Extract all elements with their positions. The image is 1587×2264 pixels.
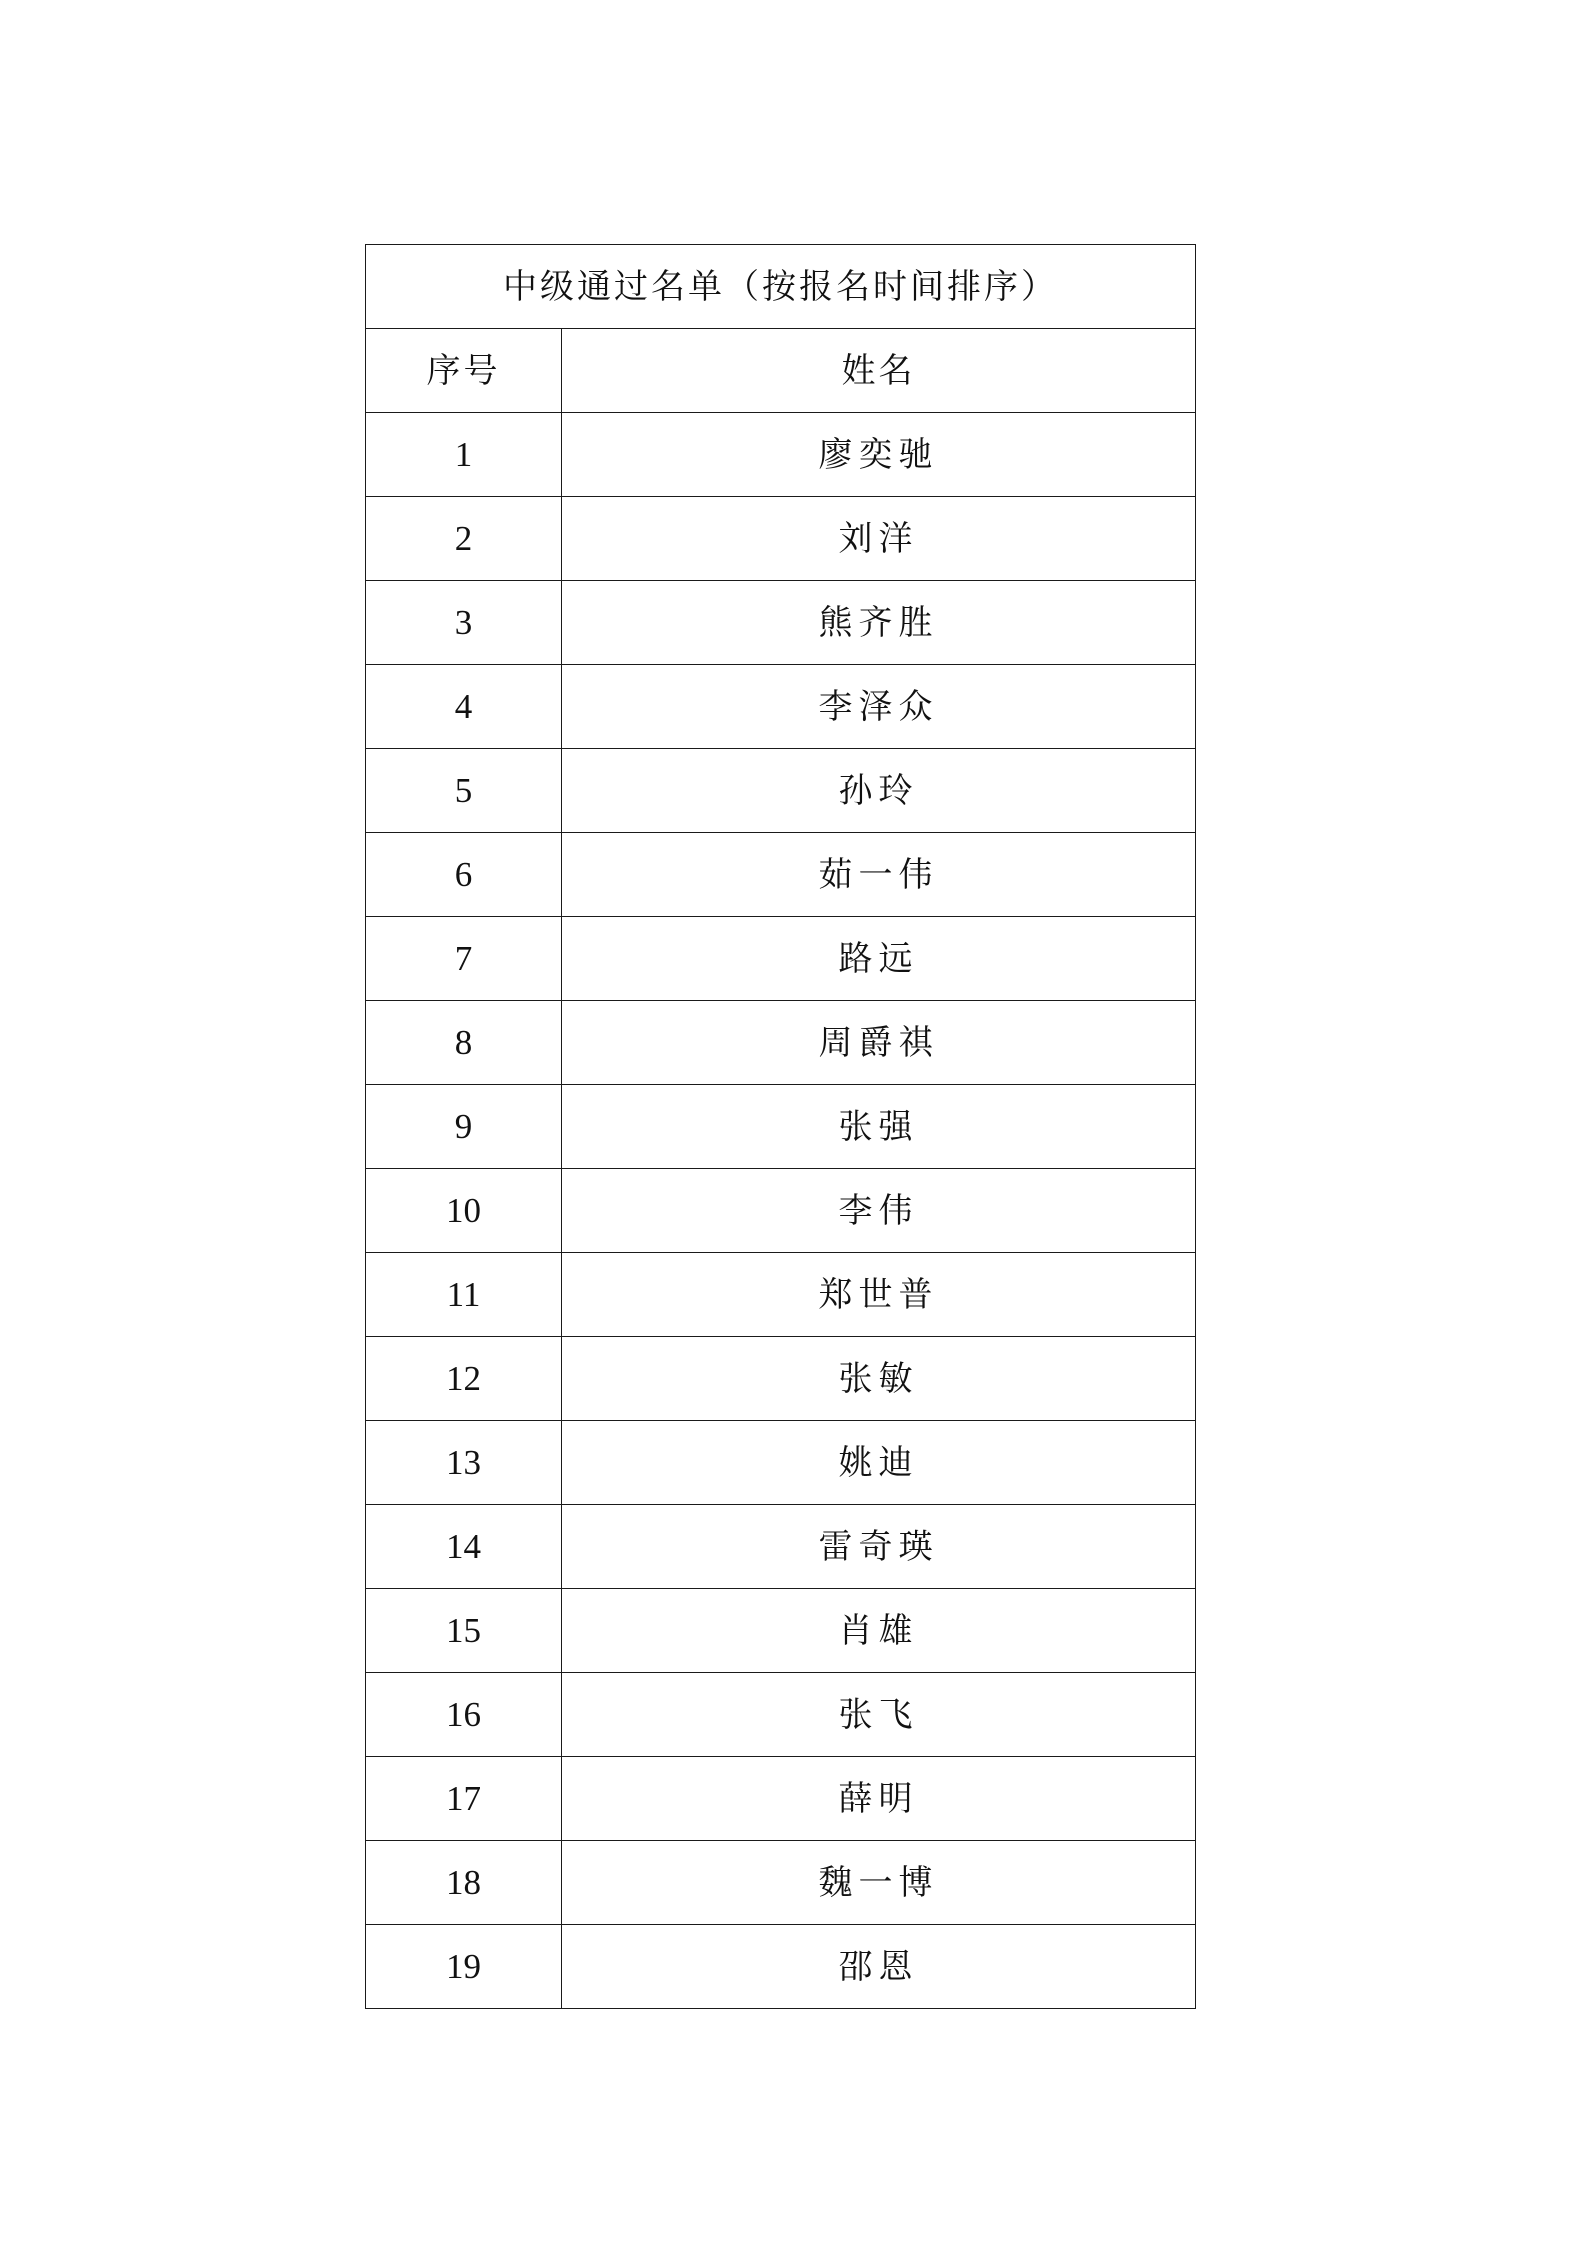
table-row: [366, 1589, 1196, 1673]
table-row: [366, 1505, 1196, 1589]
row-name: 刘洋: [562, 497, 1196, 581]
row-name: 廖奕驰: [562, 413, 1196, 497]
table-row: [366, 1001, 1196, 1085]
passed-list-body: [366, 245, 1196, 2009]
header-index: 序号: [366, 329, 562, 413]
row-name: 姚迪: [562, 1421, 1196, 1505]
table-row: [366, 1169, 1196, 1253]
table-row: [366, 1841, 1196, 1925]
row-index: 13: [366, 1421, 562, 1505]
row-index: 1: [366, 413, 562, 497]
table-row: [366, 581, 1196, 665]
row-index: 8: [366, 1001, 562, 1085]
row-name: 周爵祺: [562, 1001, 1196, 1085]
row-index: 11: [366, 1253, 562, 1337]
row-index: 17: [366, 1757, 562, 1841]
row-index: 4: [366, 665, 562, 749]
table-row: [366, 665, 1196, 749]
table-header-row: [366, 329, 1196, 413]
row-name: 张敏: [562, 1337, 1196, 1421]
row-index: 16: [366, 1673, 562, 1757]
row-name: 郑世普: [562, 1253, 1196, 1337]
table-row: [366, 1673, 1196, 1757]
row-name: 李伟: [562, 1169, 1196, 1253]
row-index: 7: [366, 917, 562, 1001]
row-name: 熊齐胜: [562, 581, 1196, 665]
row-index: 19: [366, 1925, 562, 2009]
row-name: 张强: [562, 1085, 1196, 1169]
row-index: 5: [366, 749, 562, 833]
row-index: 3: [366, 581, 562, 665]
row-name: 路远: [562, 917, 1196, 1001]
row-name: 邵恩: [562, 1925, 1196, 2009]
row-index: 9: [366, 1085, 562, 1169]
row-index: 15: [366, 1589, 562, 1673]
row-index: 10: [366, 1169, 562, 1253]
table-row: [366, 1085, 1196, 1169]
row-name: 茹一伟: [562, 833, 1196, 917]
header-name: 姓名: [562, 329, 1196, 413]
table-row: [366, 1253, 1196, 1337]
table-title: 中级通过名单（按报名时间排序）: [366, 245, 1196, 329]
row-name: 薛明: [562, 1757, 1196, 1841]
table-row: [366, 833, 1196, 917]
table-row: [366, 1757, 1196, 1841]
table-row: [366, 1337, 1196, 1421]
table-row: [366, 1421, 1196, 1505]
row-name: 李泽众: [562, 665, 1196, 749]
row-index: 6: [366, 833, 562, 917]
passed-list-table: [365, 244, 1196, 2009]
table-row: [366, 413, 1196, 497]
table-row: [366, 917, 1196, 1001]
row-index: 12: [366, 1337, 562, 1421]
table-row: [366, 1925, 1196, 2009]
row-index: 2: [366, 497, 562, 581]
table-row: [366, 497, 1196, 581]
row-index: 14: [366, 1505, 562, 1589]
table-title-row: [366, 245, 1196, 329]
row-index: 18: [366, 1841, 562, 1925]
row-name: 张飞: [562, 1673, 1196, 1757]
row-name: 魏一博: [562, 1841, 1196, 1925]
row-name: 孙玲: [562, 749, 1196, 833]
table-row: [366, 749, 1196, 833]
row-name: 雷奇瑛: [562, 1505, 1196, 1589]
row-name: 肖雄: [562, 1589, 1196, 1673]
